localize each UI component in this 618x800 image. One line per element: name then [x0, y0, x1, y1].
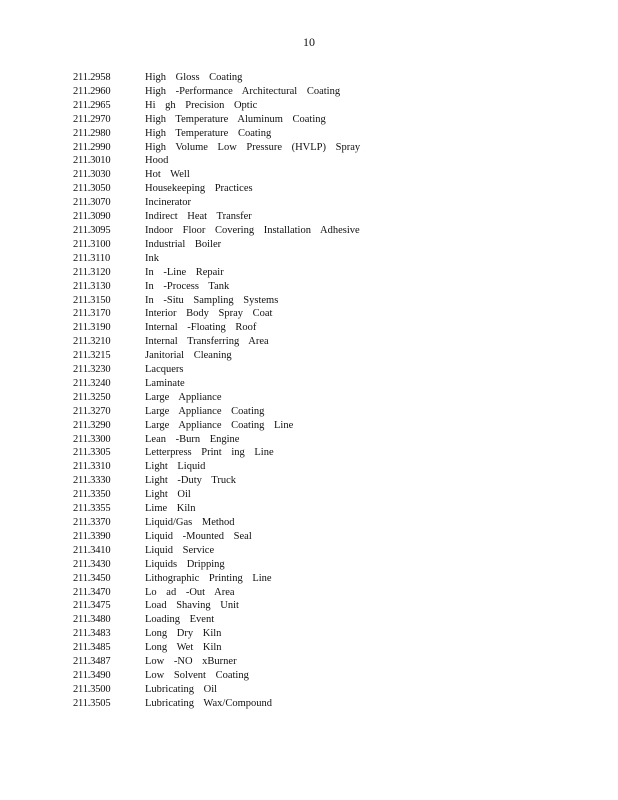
section-code: 211.3487	[73, 656, 111, 668]
section-code: 211.3170	[73, 308, 111, 320]
section-code: 211.2980	[73, 127, 111, 139]
list-item	[73, 210, 593, 224]
list-item	[73, 71, 593, 85]
defined-term: High -Performance Architectural Coating	[145, 85, 341, 97]
defined-term: Liquid/Gas Method	[145, 517, 235, 528]
defined-term: Interior Body Spray Coat	[145, 308, 273, 320]
defined-term: Long Dry Kiln	[145, 628, 222, 640]
section-code: 211.3240	[73, 377, 111, 389]
section-code: 211.3355	[73, 503, 111, 515]
defined-term: Indoor Floor Covering Installation Adhesive	[145, 224, 360, 236]
list-item	[73, 419, 593, 433]
section-code: 211.3230	[73, 364, 111, 376]
defined-term: Janitorial Cleaning	[145, 350, 232, 362]
defined-term: Lacquers	[145, 364, 184, 376]
list-item	[73, 446, 593, 460]
section-code: 211.3300	[73, 433, 111, 445]
list-item	[73, 127, 593, 141]
defined-term: High Gloss Coating	[145, 72, 243, 83]
section-code: 211.3430	[73, 558, 111, 570]
defined-term: Lo ad -Out Area	[145, 586, 235, 598]
defined-term: High Temperature Coating	[145, 127, 272, 139]
list-item	[73, 196, 593, 210]
defined-term: Industrial Boiler	[145, 238, 222, 250]
section-code: 211.3490	[73, 669, 111, 681]
section-code: 211.3310	[73, 461, 111, 473]
list-item	[73, 655, 593, 669]
defined-term: High Volume Low Pressure (HVLP) Spray	[145, 141, 361, 153]
defined-term: Laminate	[145, 377, 185, 389]
section-code: 211.3305	[73, 447, 111, 459]
defined-term: Hot Well	[145, 169, 190, 181]
defined-term: High Temperature Aluminum Coating	[145, 113, 326, 125]
defined-term: Loading Event	[145, 614, 215, 626]
defined-term: Incinerator	[145, 197, 192, 209]
list-item	[73, 266, 593, 280]
defined-term: Ink	[145, 252, 159, 264]
list-item	[73, 294, 593, 308]
defined-term: Lithographic Printing Line	[145, 572, 272, 584]
section-code: 211.3070	[73, 197, 111, 209]
list-item	[73, 182, 593, 196]
defined-term: Liquid -Mounted Seal	[145, 530, 252, 542]
section-code: 211.3410	[73, 544, 111, 556]
list-item	[73, 613, 593, 627]
list-item	[73, 405, 593, 419]
list-item	[73, 224, 593, 238]
section-code: 211.3330	[73, 475, 111, 487]
defined-term: Load Shaving Unit	[145, 600, 239, 612]
defined-term: Lubricating Oil	[145, 683, 218, 695]
list-item	[73, 321, 593, 335]
section-code: 211.3483	[73, 628, 111, 640]
defined-term: Low Solvent Coating	[145, 669, 249, 681]
section-code: 211.3090	[73, 211, 111, 223]
list-item	[73, 460, 593, 474]
defined-term: Large Appliance Coating Line	[145, 419, 294, 431]
section-code: 211.2970	[73, 113, 111, 125]
list-item	[73, 349, 593, 363]
list-item	[73, 252, 593, 266]
section-code: 211.3120	[73, 266, 111, 278]
section-code: 211.3390	[73, 530, 111, 542]
section-code: 211.3030	[73, 169, 111, 181]
defined-term: Lime Kiln	[145, 503, 196, 515]
section-code: 211.3215	[73, 350, 111, 362]
list-item	[73, 516, 593, 530]
list-item	[73, 683, 593, 697]
section-code: 211.3150	[73, 294, 111, 306]
list-item	[73, 488, 593, 502]
defined-term: Hood	[145, 155, 169, 167]
defined-term: Light Oil	[145, 489, 191, 501]
section-code: 211.3505	[73, 697, 111, 709]
defined-term: Letterpress Print ing Line	[145, 447, 274, 459]
section-code: 211.3290	[73, 419, 111, 431]
defined-term: Light -Duty Truck	[145, 475, 237, 487]
section-code: 211.3350	[73, 489, 111, 501]
list-item	[73, 558, 593, 572]
section-code: 211.3500	[73, 683, 111, 695]
section-code: 211.3095	[73, 224, 111, 236]
defined-term: Housekeeping Practices	[145, 183, 253, 195]
list-item	[73, 85, 593, 99]
section-code: 211.3100	[73, 238, 111, 250]
list-item	[73, 335, 593, 349]
defined-term: Light Liquid	[145, 461, 206, 473]
definition-index-list	[73, 71, 593, 711]
section-code: 211.3010	[73, 155, 111, 167]
defined-term: Large Appliance	[145, 391, 222, 403]
defined-term: Long Wet Kiln	[145, 642, 222, 654]
list-item	[73, 113, 593, 127]
list-item	[73, 141, 593, 155]
section-code: 211.3190	[73, 322, 111, 334]
list-item	[73, 599, 593, 613]
defined-term: In -Line Repair	[145, 266, 224, 278]
defined-term: In -Situ Sampling Systems	[145, 294, 279, 306]
list-item	[73, 99, 593, 113]
defined-term: Liquid Service	[145, 544, 215, 556]
list-item	[73, 544, 593, 558]
defined-term: Lubricating Wax/Compound	[145, 697, 272, 709]
section-code: 211.3370	[73, 517, 111, 528]
list-item	[73, 238, 593, 252]
section-code: 211.2990	[73, 141, 111, 153]
section-code: 211.3270	[73, 405, 111, 417]
list-item	[73, 168, 593, 182]
list-item	[73, 627, 593, 641]
list-item	[73, 433, 593, 447]
list-item	[73, 280, 593, 294]
list-item	[73, 474, 593, 488]
list-item	[73, 572, 593, 586]
section-code: 211.3050	[73, 183, 111, 195]
list-item	[73, 641, 593, 655]
section-code: 211.2958	[73, 72, 111, 83]
section-code: 211.3485	[73, 642, 111, 654]
section-code: 211.3130	[73, 280, 111, 292]
section-code: 211.2960	[73, 85, 111, 97]
list-item	[73, 669, 593, 683]
section-code: 211.3250	[73, 391, 111, 403]
defined-term: Internal Transferring Area	[145, 336, 269, 348]
section-code: 211.3470	[73, 586, 111, 598]
defined-term: Indirect Heat Transfer	[145, 211, 252, 223]
section-code: 211.3450	[73, 572, 111, 584]
list-item	[73, 377, 593, 391]
list-item	[73, 502, 593, 516]
page-number: 10	[303, 35, 315, 49]
section-code: 211.3110	[73, 252, 110, 264]
defined-term: Liquids Dripping	[145, 558, 225, 570]
section-code: 211.3210	[73, 336, 111, 348]
list-item	[73, 154, 593, 168]
defined-term: Internal -Floating Roof	[145, 322, 257, 334]
defined-term: Low -NO xBurner	[145, 656, 237, 668]
list-item	[73, 391, 593, 405]
list-item	[73, 586, 593, 600]
section-code: 211.2965	[73, 99, 111, 111]
defined-term: Lean -Burn Engine	[145, 433, 240, 445]
section-code: 211.3475	[73, 600, 111, 612]
list-item	[73, 697, 593, 711]
defined-term: Large Appliance Coating	[145, 405, 265, 417]
list-item	[73, 307, 593, 321]
list-item	[73, 530, 593, 544]
section-code: 211.3480	[73, 614, 111, 626]
defined-term: Hi gh Precision Optic	[145, 99, 258, 111]
list-item	[73, 363, 593, 377]
defined-term: In -Process Tank	[145, 280, 230, 292]
